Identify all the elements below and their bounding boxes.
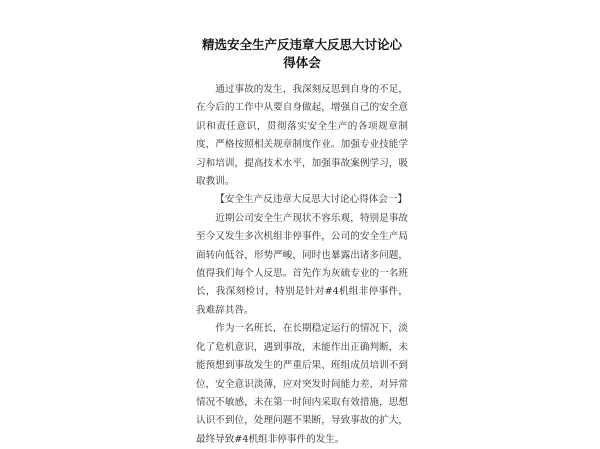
document-page bbox=[196, 36, 408, 445]
section-heading: 【安全生产反违章大反思大讨论心得体会一】 bbox=[215, 194, 408, 206]
title-line-1: 精选安全生产反违章大反思大讨论心 bbox=[201, 37, 402, 52]
paragraph-reflection: 通过事故的发生，我深刻反思到自身的不足，在今后的工作中从要自身做起，增强自己的安全意识和责任意识，贯彻落实安全生产的各项规章制度，严格按照相关规章制度作业。加强专业技能学习和培训，提高技术水平，加强事故案例学习，吸取教训。 bbox=[196, 84, 408, 188]
paragraph-team-leader: 作为一名班长，在长期稳定运行的情况下，淡化了危机意识，遇到事故，未能作出正确判断，未能预想到事故发生的严重后果、班组成员培训不到位，安全意识淡薄，应对突发时间能力差，对异常情况不敏感，未在第一时间内采取有效措施，思想认识不到位，处理问题不果断，导致事故的扩大，最终导致#4机组非停事件的发生。 bbox=[196, 323, 408, 445]
title-line-2: 得体会 bbox=[283, 55, 321, 70]
paragraph-situation: 近期公司安全生产现状不容乐观，特别是事故至今又发生多次机组非停事件，公司的安全生产局面转向低谷，形势严峻，同时也暴露出诸多问题，值得我们每个人反思。首先作为灰硫专业的一名班长，我深刻检讨，特别是针对#4机组非停事件，我难辞其咎。 bbox=[196, 212, 408, 316]
document-title bbox=[196, 36, 408, 72]
